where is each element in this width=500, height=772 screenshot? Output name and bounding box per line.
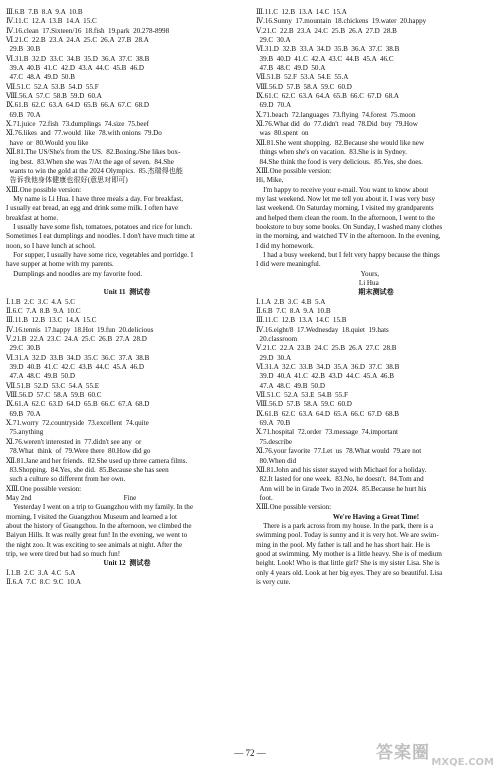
text-line: Unit 11 测试卷	[103, 288, 151, 297]
text-line: Ann will be in Grade Two in 2024. 85.Because he hurt his	[256, 484, 427, 493]
text-line: noon, so I have lunch at school.	[6, 241, 96, 250]
text-line	[6, 279, 248, 288]
text-line: I'm happy to receive your e-mail. You want to know about	[256, 185, 429, 194]
text-line: ⅩⅢ.One possible version:	[6, 484, 82, 493]
text-line: Ⅳ.16.eight/8 17.Wednesday 18.quiet 19.hats	[256, 325, 389, 334]
text-line: 69.D 70.A	[256, 101, 292, 110]
text-line: 69.B 70.A	[6, 110, 41, 119]
text-line: wants to win the gold at the 2024 Olympics. 85.杰瑞得也能	[6, 166, 183, 175]
text-line: 39.B 40.D 41.C 42.A 43.C 44.B 45.A 46.C	[256, 54, 394, 63]
text-line: Ⅷ.56.D 57.B 58.A 59.C 60.D	[256, 400, 352, 409]
text-line: Ⅵ.31.B 32.D 33.C 34.B 35.D 36.A 37.C 38.B	[6, 54, 150, 63]
text-line: Ⅵ.31.A 32.D 33.B 34.D 35.C 36.C 37.A 38.B	[6, 353, 150, 362]
text-line: Ⅶ.51.B 52.D 53.C 54.A 55.E	[6, 381, 100, 390]
text-line: 69.A 70.B	[256, 419, 291, 428]
text-line: Ⅱ.6.C 7.A 8.B 9.A 10.C	[6, 307, 81, 315]
text-line: 期末测试卷	[358, 288, 394, 297]
text-line: Ⅻ.81.Jane and her friends. 82.She used up three camera films.	[6, 456, 188, 465]
text-line: 29.D 30.A	[256, 353, 292, 362]
page-number: — 72 —	[234, 748, 266, 758]
text-line: Ⅴ.21.C 22.A 23.B 24.C 25.B 26.A 27.C 28.B	[256, 344, 397, 353]
text-line: I did my homework.	[256, 241, 314, 250]
text-line: ⅩⅢ.One possible version:	[256, 166, 332, 175]
text-line: I usually have some fish, tomatoes, potatoes and rice for lunch.	[6, 222, 193, 231]
text-line: Ⅵ.31.D 32.B 33.A 34.D 35.B 36.A 37.C 38.B	[256, 45, 400, 54]
text-line: trip, we were tired but had so much fun!	[6, 549, 121, 558]
text-line: 75.describe	[256, 437, 293, 446]
text-line: Ⅹ.71.hospital 72.order 73.message 74.important	[256, 428, 398, 437]
text-line: 39.D 40.B 41.C 42.C 43.B 44.C 45.A 46.D	[6, 363, 144, 372]
watermark-url: MXQE.COM	[431, 757, 494, 768]
text-line: height. Look! Who is that little girl? She is my sister Lisa. She is	[256, 559, 440, 568]
text-line: Ⅳ.16.clean 17.Sixteen/16 18.fish 19.park 20.278-8998	[6, 26, 170, 35]
text-line: Ⅷ.56.D 57.B 58.A 59.C 60.D	[256, 82, 352, 91]
text-line: ing best. 83.When she was 7/At the age of seven. 84.She	[6, 157, 174, 166]
text-line: good at swimming. My mother is a little heavy. She is of medium	[256, 549, 442, 558]
text-line: Ⅸ.61.A 62.C 63.D 64.D 65.B 66.C 67.A 68.D	[6, 400, 150, 409]
text-line: 47.A 48.C 49.B 50.D	[6, 372, 75, 381]
text-line: things when she's on vacation. 83.She is in Sydney.	[256, 148, 407, 157]
text-line: Ⅵ.31.A 32.C 33.B 34.D 35.A 36.D 37.C 38.B	[256, 363, 400, 372]
text-line: Unit 12 测试卷	[103, 559, 151, 568]
text-line: ⅩⅢ.One possible version:	[256, 503, 332, 512]
text-line: 29.B 30.B	[6, 45, 41, 54]
text-line: only 4 years old. Look at her big eyes. They are so beautiful. Lisa	[256, 568, 443, 577]
text-line: Li Hua	[256, 278, 379, 287]
text-line: Ⅲ.11.C 12.B 13.A 14.C 15.B	[256, 316, 347, 325]
text-line: 80.When did	[256, 456, 297, 465]
text-line: Ⅸ.61.C 62.C 63.A 64.A 65.B 66.C 67.D 68.A	[256, 92, 400, 101]
text-line: Ⅵ.21.C 22.B 23.A 24.A 25.C 26.A 27.B 28.A	[6, 36, 149, 45]
text-line: Ⅻ.81.She went shopping. 82.Because she would like new	[256, 138, 425, 147]
text-line: 39.A 40.B 41.C 42.D 43.A 44.C 45.B 46.D	[6, 64, 144, 73]
text-line: Ⅴ.21.C 22.B 23.A 24.C 25.B 26.A 27.D 28.B	[256, 26, 397, 35]
text-line: Ⅳ.16.tennis 17.happy 18.Hot 19.fun 20.delicious	[6, 325, 154, 334]
text-line: Ⅺ.76.What did do 77.didn't read 78.Did buy 79.How	[256, 120, 418, 129]
text-line: and helped them clean the room. In the afternoon, I went to the	[256, 213, 435, 222]
text-line: Ⅳ.11.C 12.A 13.B 14.A 15.C	[6, 17, 97, 26]
text-line: Ⅴ.21.B 22.A 23.C 24.A 25.C 26.B 27.A 28.D	[6, 335, 147, 344]
text-line: Baiyun Hills. It was really great fun! In the evening, we went to	[6, 531, 188, 540]
text-line: Ⅻ.81.John and his sister stayed with Michael for a holiday.	[256, 465, 427, 474]
text-line: There is a park across from my house. In the park, there is a	[256, 521, 434, 530]
text-line: Ⅱ.6.A 7.C 8.C 9.C 10.A	[6, 577, 81, 586]
text-line: We're Having a Great Time!	[332, 512, 420, 521]
text-line: 82.It lasted for one week. 83.No, he doesn't. 84.Tom and	[256, 475, 424, 484]
text-line: breakfast at home.	[6, 213, 59, 222]
text-line: Ⅺ.76.your favorite 77.Let us 78.What would 79.are not	[256, 447, 422, 456]
text-line: Ⅸ.61.B 62.C 63.A 64.D 65.B 66.A 67.C 68.D	[6, 101, 150, 110]
text-line: 84.She think the food is very delicious. 85.Yes, she does.	[256, 157, 423, 166]
text-line: Ⅹ.71.beach 72.languages 73.flying 74.forest 75.moon	[256, 110, 416, 119]
text-line: my last weekend. Now let me tell you about it. I was very busy	[256, 194, 436, 203]
text-line: foot.	[256, 493, 273, 502]
right-column	[256, 8, 496, 587]
text-line: Ⅸ.61.B 62.C 63.A 64.D 65.A 66.C 67.D 68.B	[256, 409, 400, 418]
text-line: is very cute.	[256, 577, 291, 586]
text-line: Ⅹ.71.juice 72.fish 73.dumplings 74.size 75.beef	[6, 120, 149, 129]
text-line: May 2nd Fine	[6, 493, 137, 502]
text-line: ming in the pool. My father is tall and he has short hair. He is	[256, 540, 431, 549]
text-line: Ⅶ.51.C 52.A 53.E 54.B 55.F	[256, 391, 348, 400]
text-line: I did were meaningful.	[256, 260, 321, 269]
text-line: Hi, Mike,	[256, 176, 284, 185]
text-line: Dumplings and noodles are my favorite food.	[6, 269, 143, 278]
text-line: Ⅺ.76.likes and 77.would like 78.with onions 79.Do	[6, 129, 162, 138]
text-line: Ⅶ.51.B 52.F 53.A 54.E 55.A	[256, 73, 349, 82]
text-line: Ⅲ.11.B 12.B 13.C 14.A 15.C	[6, 316, 97, 325]
text-line: Ⅻ.81.The US/She's from the US. 82.Boxing./She likes box-	[6, 148, 181, 157]
text-line: 29.C 30.B	[6, 344, 41, 353]
text-line: Ⅶ.51.C 52.A 53.B 54.D 55.F	[6, 82, 99, 91]
text-line: Ⅷ.56.D 57.C 58.A 59.B 60.C	[6, 391, 102, 400]
text-line: I usually eat bread, an egg and drink some milk. I often have	[6, 204, 179, 213]
text-line: 告诉我他身体健康也很好(意思对即可)	[6, 176, 128, 185]
text-line: For supper, I usually have some rice, vegetables and porridge. I	[6, 250, 194, 259]
text-line: about the history of Guangzhou. In the afternoon, we climbed the	[6, 521, 192, 530]
text-line: was 80.spent on	[256, 129, 309, 138]
text-line: such a culture so different from her own.	[6, 475, 126, 484]
text-line: 39.D 40.A 41.C 42.B 43.D 44.C 45.A 46.B	[256, 372, 394, 381]
text-line: 83.Shopping. 84.Yes, she did. 85.Because she has seen	[6, 465, 169, 474]
text-line: 69.B 70.A	[6, 409, 41, 418]
text-line: 78.What think of 79.Were there 80.How did go	[6, 447, 151, 456]
text-line: ⅩⅢ.One possible version:	[6, 185, 82, 194]
text-line: Ⅺ.76.weren't interested in 77.didn't see any or	[6, 437, 142, 446]
watermark-text: 答案圈	[376, 743, 430, 763]
text-line: have or 80.Would you like	[6, 138, 89, 147]
text-line: the night zoo. It was exciting to see animals at night. After the	[6, 540, 183, 549]
text-line: Ⅰ.1.B 2.C 3.C 4.A 5.C	[6, 297, 76, 306]
text-line: have supper at home with my parents.	[6, 260, 114, 269]
text-line: bookstore to buy some books. On Sunday, I washed many clothes	[256, 222, 443, 231]
text-line: 47.C 48.A 49.D 50.B	[6, 73, 75, 82]
text-line: last weekend. On Saturday morning, I visited my grandparents	[256, 204, 434, 213]
text-line: Yesterday I went on a trip to Guangzhou with my family. In the	[6, 503, 193, 512]
text-line: Ⅹ.71.worry 72.countryside 73.excellent 74.quite	[6, 419, 149, 428]
text-line: 47.B 48.C 49.D 50.A	[256, 64, 326, 73]
text-line: Ⅲ.6.B 7.B 8.A 9.A 10.B	[6, 8, 83, 16]
text-line: 20.classroom	[256, 335, 298, 344]
text-line: Ⅰ.1.A 2.B 3.C 4.B 5.A	[256, 297, 326, 306]
left-column	[6, 8, 248, 587]
text-line: Ⅲ.11.C 12.B 13.A 14.C 15.A	[256, 8, 347, 16]
text-line: 75.anything	[6, 428, 44, 437]
text-line: Ⅰ.1.B 2.C 3.A 4.C 5.A	[6, 568, 76, 577]
text-line: 47.A 48.C 49.B 50.D	[256, 381, 325, 390]
text-line: 29.C 30.A	[256, 36, 291, 45]
text-line: swimming pool. Today is sunny and it is very hot. We are swim-	[256, 531, 439, 540]
text-line: My name is Li Hua. I have three meals a day. For breakfast,	[6, 194, 184, 203]
text-line: Sometimes I eat dumplings and noodles. I don't have much time at	[6, 232, 195, 241]
text-line: Ⅳ.16.Sunny 17.mountain 18.chickens 19.water 20.happy	[256, 17, 427, 26]
watermark-logo	[376, 738, 494, 768]
text-line: morning, I visited the Guangzhou Museum and learned a lot	[6, 512, 177, 521]
text-line: Yours,	[256, 269, 380, 278]
text-line: Ⅱ.6.B 7.C 8.A 9.A 10.B	[256, 307, 331, 315]
text-line: in the morning, and watched TV in the afternoon. In the evening,	[256, 232, 441, 241]
text-line: Ⅷ.56.A 57.C 58.B 59.D 60.A	[6, 92, 102, 101]
text-line: I had a busy weekend, but I felt very happy because the things	[256, 250, 440, 259]
